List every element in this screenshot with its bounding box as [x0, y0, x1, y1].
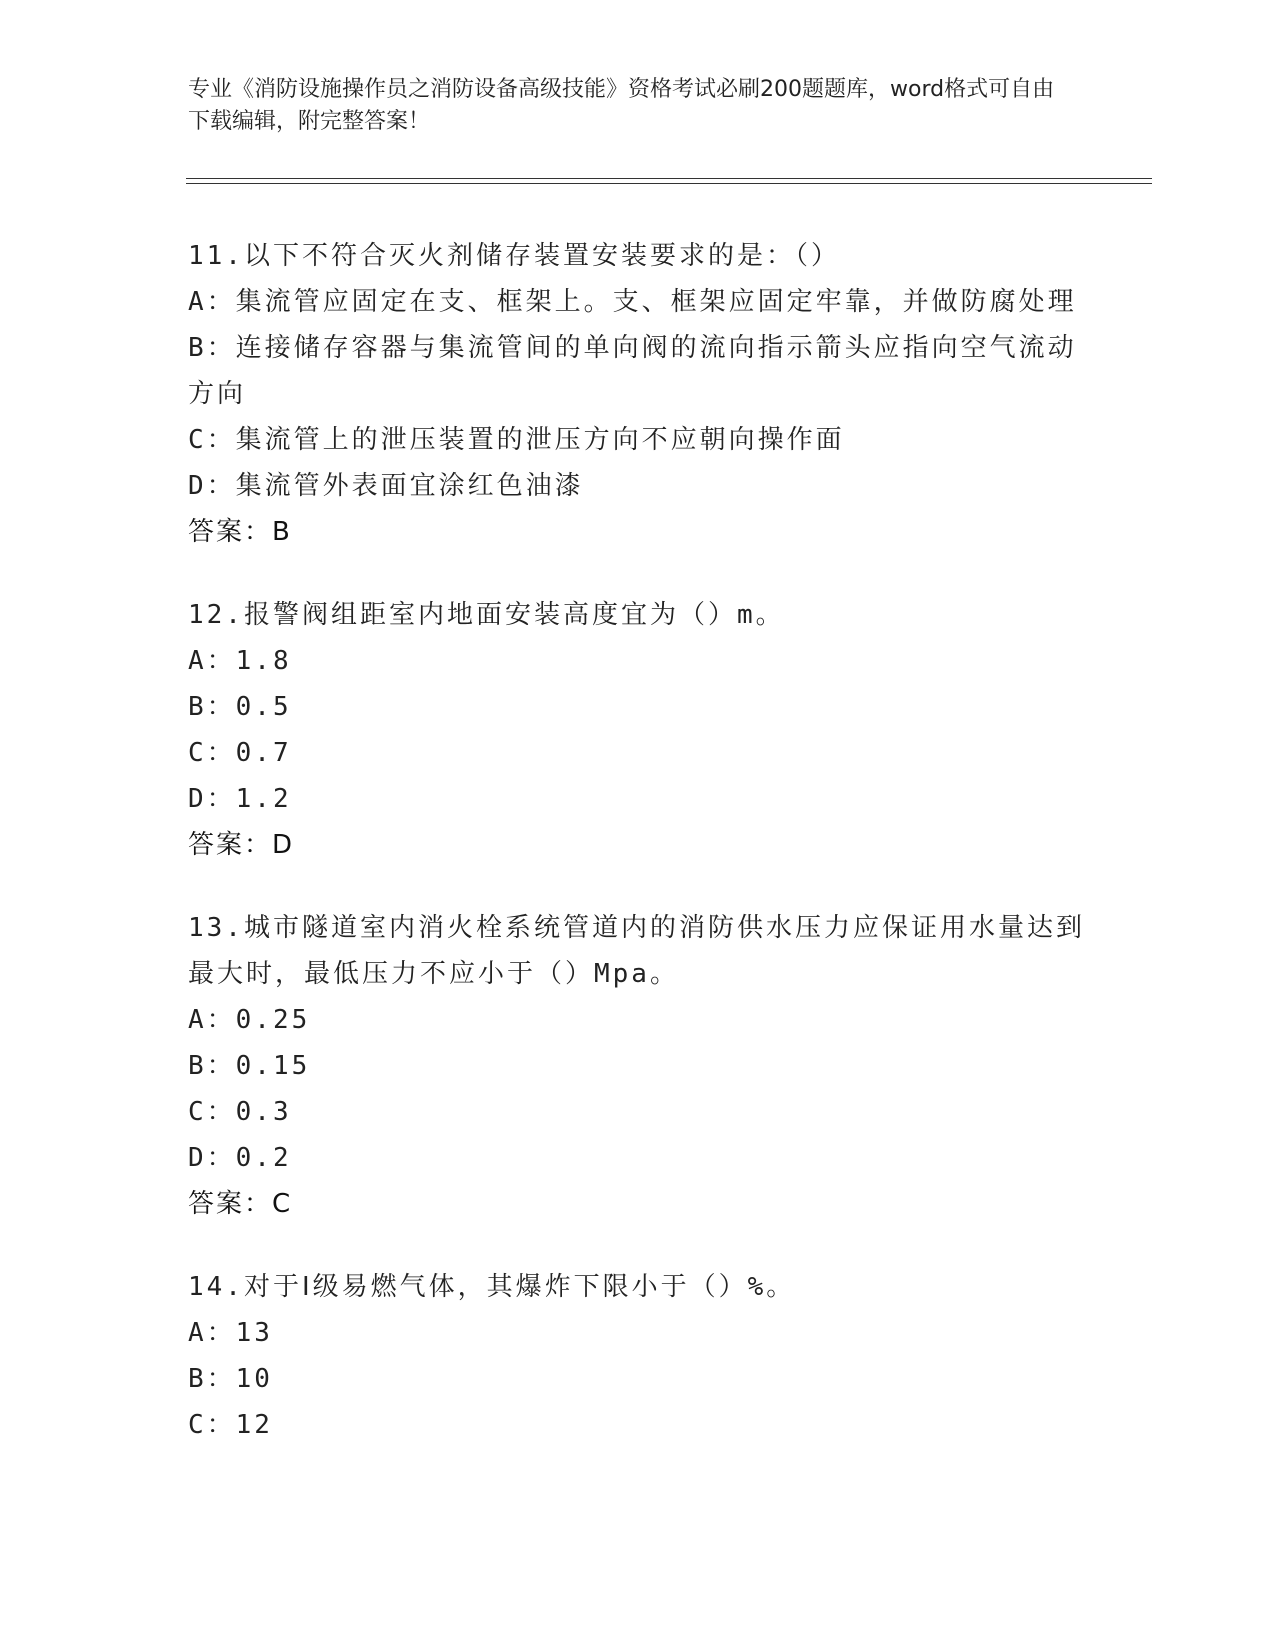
option-a: A：0.25 — [188, 1005, 311, 1035]
option-b: B：10 — [188, 1364, 273, 1394]
option-b: B：0.5 — [188, 692, 292, 722]
document-header: 专业《消防设施操作员之消防设备高级技能》资格考试必刷200题题库，word格式可自由下载编辑，附完整答案！ — [188, 77, 1055, 134]
option-b: B：连接储存容器与集流管间的单向阀的流向指示箭头应指向空气流动方向 — [188, 333, 1077, 409]
answer-label: 答案：B — [188, 517, 292, 547]
question-14 — [188, 1264, 1088, 1448]
option-d: D：集流管外表面宜涂红色油漆 — [188, 471, 584, 501]
option-c: C：0.3 — [188, 1097, 292, 1127]
option-c: C：集流管上的泄压装置的泄压方向不应朝向操作面 — [188, 425, 845, 455]
option-d: D：1.2 — [188, 784, 292, 814]
question-stem: 14.对于Ⅰ级易燃气体，其爆炸下限小于（）%。 — [188, 1272, 796, 1302]
question-11 — [188, 233, 1088, 555]
header-divider-top — [186, 178, 1152, 179]
option-c: C：0.7 — [188, 738, 292, 768]
question-stem: 11.以下不符合灭火剂储存装置安装要求的是：（） — [188, 241, 840, 271]
question-stem: 12.报警阀组距室内地面安装高度宜为（）m。 — [188, 600, 785, 630]
answer-label: 答案：C — [188, 1189, 293, 1219]
answer-label: 答案：D — [188, 830, 295, 860]
question-12 — [188, 592, 1088, 868]
question-list — [188, 233, 1088, 1485]
option-d: D：0.2 — [188, 1143, 292, 1173]
header-divider-bottom — [186, 183, 1152, 184]
option-b: B：0.15 — [188, 1051, 311, 1081]
option-a: A：1.8 — [188, 646, 292, 676]
question-13 — [188, 905, 1088, 1227]
option-a: A：集流管应固定在支、框架上。支、框架应固定牢靠，并做防腐处理 — [188, 287, 1077, 317]
question-stem: 13.城市隧道室内消火栓系统管道内的消防供水压力应保证用水量达到最大时，最低压力不应小于（）Mpa。 — [188, 913, 1085, 989]
option-c: C：12 — [188, 1410, 273, 1440]
option-a: A：13 — [188, 1318, 273, 1348]
